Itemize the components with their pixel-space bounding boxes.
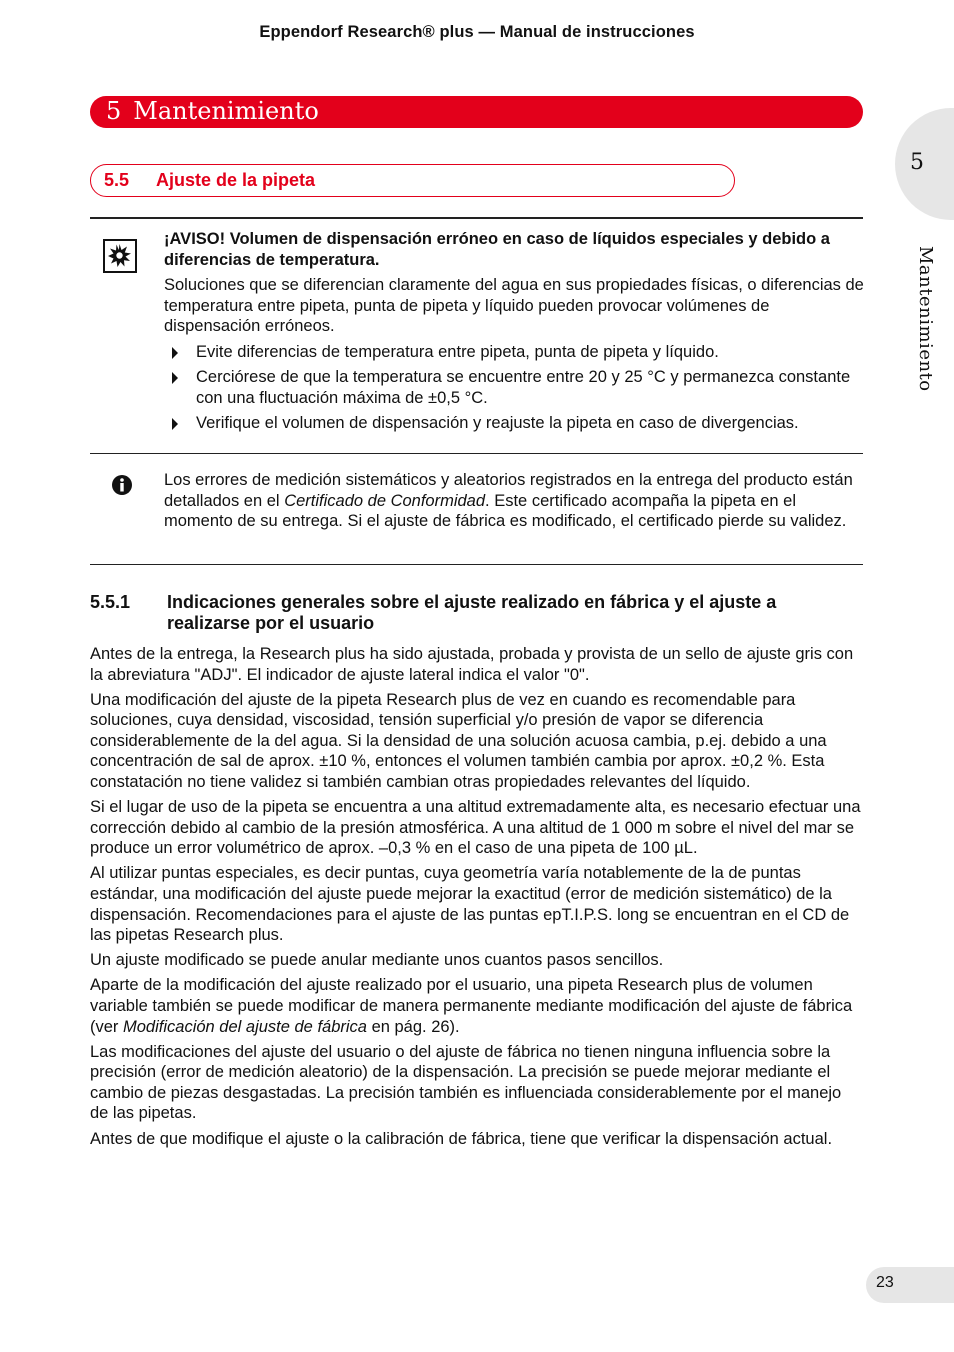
subsection-heading [90, 592, 863, 633]
running-header: Eppendorf Research® plus — Manual de instrucciones [259, 23, 695, 41]
notice-text: Soluciones que se diferencian claramente del agua en sus propiedades físicas, o diferencias de temperatura entre pipeta, punta de pipeta y líquido pueden provocar volúmenes de dispensación erróneos. [164, 276, 864, 336]
info-bottom-rule [90, 564, 863, 565]
paragraph: Si el lugar de uso de la pipeta se encuentra a una altitud extremadamente alta, es necesario efectuar una corrección debido al cambio de la presión atmosférica. A una altitud de 1 000 m sobre el nivel del mar se produce un error volumétrico de aprox. –0,3 % en el caso de una pipeta de 100 µL. [90, 798, 861, 858]
notice-bullet: Evite diferencias de temperatura entre pipeta, punta de pipeta y líquido. [164, 342, 864, 363]
paragraph: Antes de la entrega, la Research plus ha sido ajustada, probada y provista de un sello de ajuste gris con la abreviatura "ADJ". El indicador de ajuste lateral indica el valor "0". [90, 645, 854, 684]
bullet-arrow-icon [172, 418, 178, 430]
paragraph: Una modificación del ajuste de la pipeta Research plus de vez en cuando es recomendable para soluciones, cuya densidad, viscosidad, tensión superficial y/o presión de vapor se diferencia considerablemente de la del agua. Si la densidad de una solución acuosa cambia, p.ej. debido a una concentración de sal de aprox. ±10 %, entonces el volumen también cambia por aprox. ±0,2 %. Esta constatación no tiene validez si también cambian otras propiedades relevantes del líquido. [90, 690, 827, 792]
paragraph: Un ajuste modificado se puede anular mediante unos cuantos pasos sencillos. [90, 951, 664, 970]
warning-burst-icon [103, 239, 137, 273]
subsection-title: Indicaciones generales sobre el ajuste realizado en fábrica y el ajuste a realizarse por el usuario [167, 592, 777, 633]
notice-divider [90, 453, 863, 454]
cross-reference: Modificación del ajuste de fábrica [123, 1017, 367, 1036]
paragraph: Aparte de la modificación del ajuste realizado por el usuario, una pipeta Research plus de volumen variable también se puede modificar de manera permanente mediante modificación del ajuste de fábrica (ver Modificación del ajuste de fábrica en pág. 26). [90, 976, 853, 1036]
chapter-title: Mantenimiento [133, 97, 319, 125]
bullet-arrow-icon [172, 347, 178, 359]
section-heading [90, 164, 735, 197]
notice-title: ¡AVISO! Volumen de dispensación erróneo en caso de líquidos especiales y debido a diferencias de temperatura. [164, 230, 830, 269]
side-tab-number: 5 [910, 150, 924, 175]
paragraph: Al utilizar puntas especiales, es decir puntas, cuya geometría varía notablemente de la de puntas estándar, una modificación del ajuste puede mejorar la exactitud (error de medición sistemático) de la dispensación. Recomendaciones para el ajuste de las puntas epT.I.P.S. long se encuentran en el CD de las pipetas Research plus. [90, 864, 850, 945]
paragraph: Las modificaciones del ajuste del usuario o del ajuste de fábrica no tienen ninguna influencia sobre la precisión (error de medición aleatorio) de la dispensación. La precisión se puede mejorar mediante el cambio de piezas desgastadas. La precisión también es influenciada considerablemente por el manejo de las pipetas. [90, 1042, 842, 1123]
paragraph: Antes de que modifique el ajuste o la calibración de fábrica, tiene que verificar la dispensación actual. [90, 1129, 833, 1148]
subsection-number: 5.5.1 [90, 592, 131, 612]
body-text [90, 644, 863, 1154]
notice-top-rule [90, 217, 863, 219]
chapter-title-bar [90, 96, 863, 128]
info-icon [111, 474, 133, 496]
side-tab-label: Mantenimiento [915, 246, 936, 392]
chapter-number: 5 [106, 97, 122, 125]
notice-bullet-list [164, 342, 864, 433]
notice-bullet: Cerciórese de que la temperatura se encuentre entre 20 y 25 °C y permanezca constante con una fluctuación máxima de ±0,5 °C. [164, 367, 864, 408]
section-number: 5.5 [104, 170, 130, 190]
bullet-arrow-icon [172, 372, 178, 384]
notice-block [164, 229, 864, 438]
page-number: 23 [876, 1274, 894, 1291]
notice-bullet: Verifique el volumen de dispensación y reajuste la pipeta en caso de divergencias. [164, 413, 864, 434]
side-tab [895, 108, 954, 220]
info-text: Los errores de medición sistemáticos y aleatorios registrados en la entrega del producto están detallados en el Certificado de Conformidad. Este certificado acompaña la pipeta en el momento de su entrega. Si el ajuste de fábrica es modificado, el certificado pierde su validez. [164, 471, 853, 531]
certificate-reference: Certificado de Conformidad [284, 491, 486, 510]
section-title: Ajuste de la pipeta [156, 170, 316, 190]
